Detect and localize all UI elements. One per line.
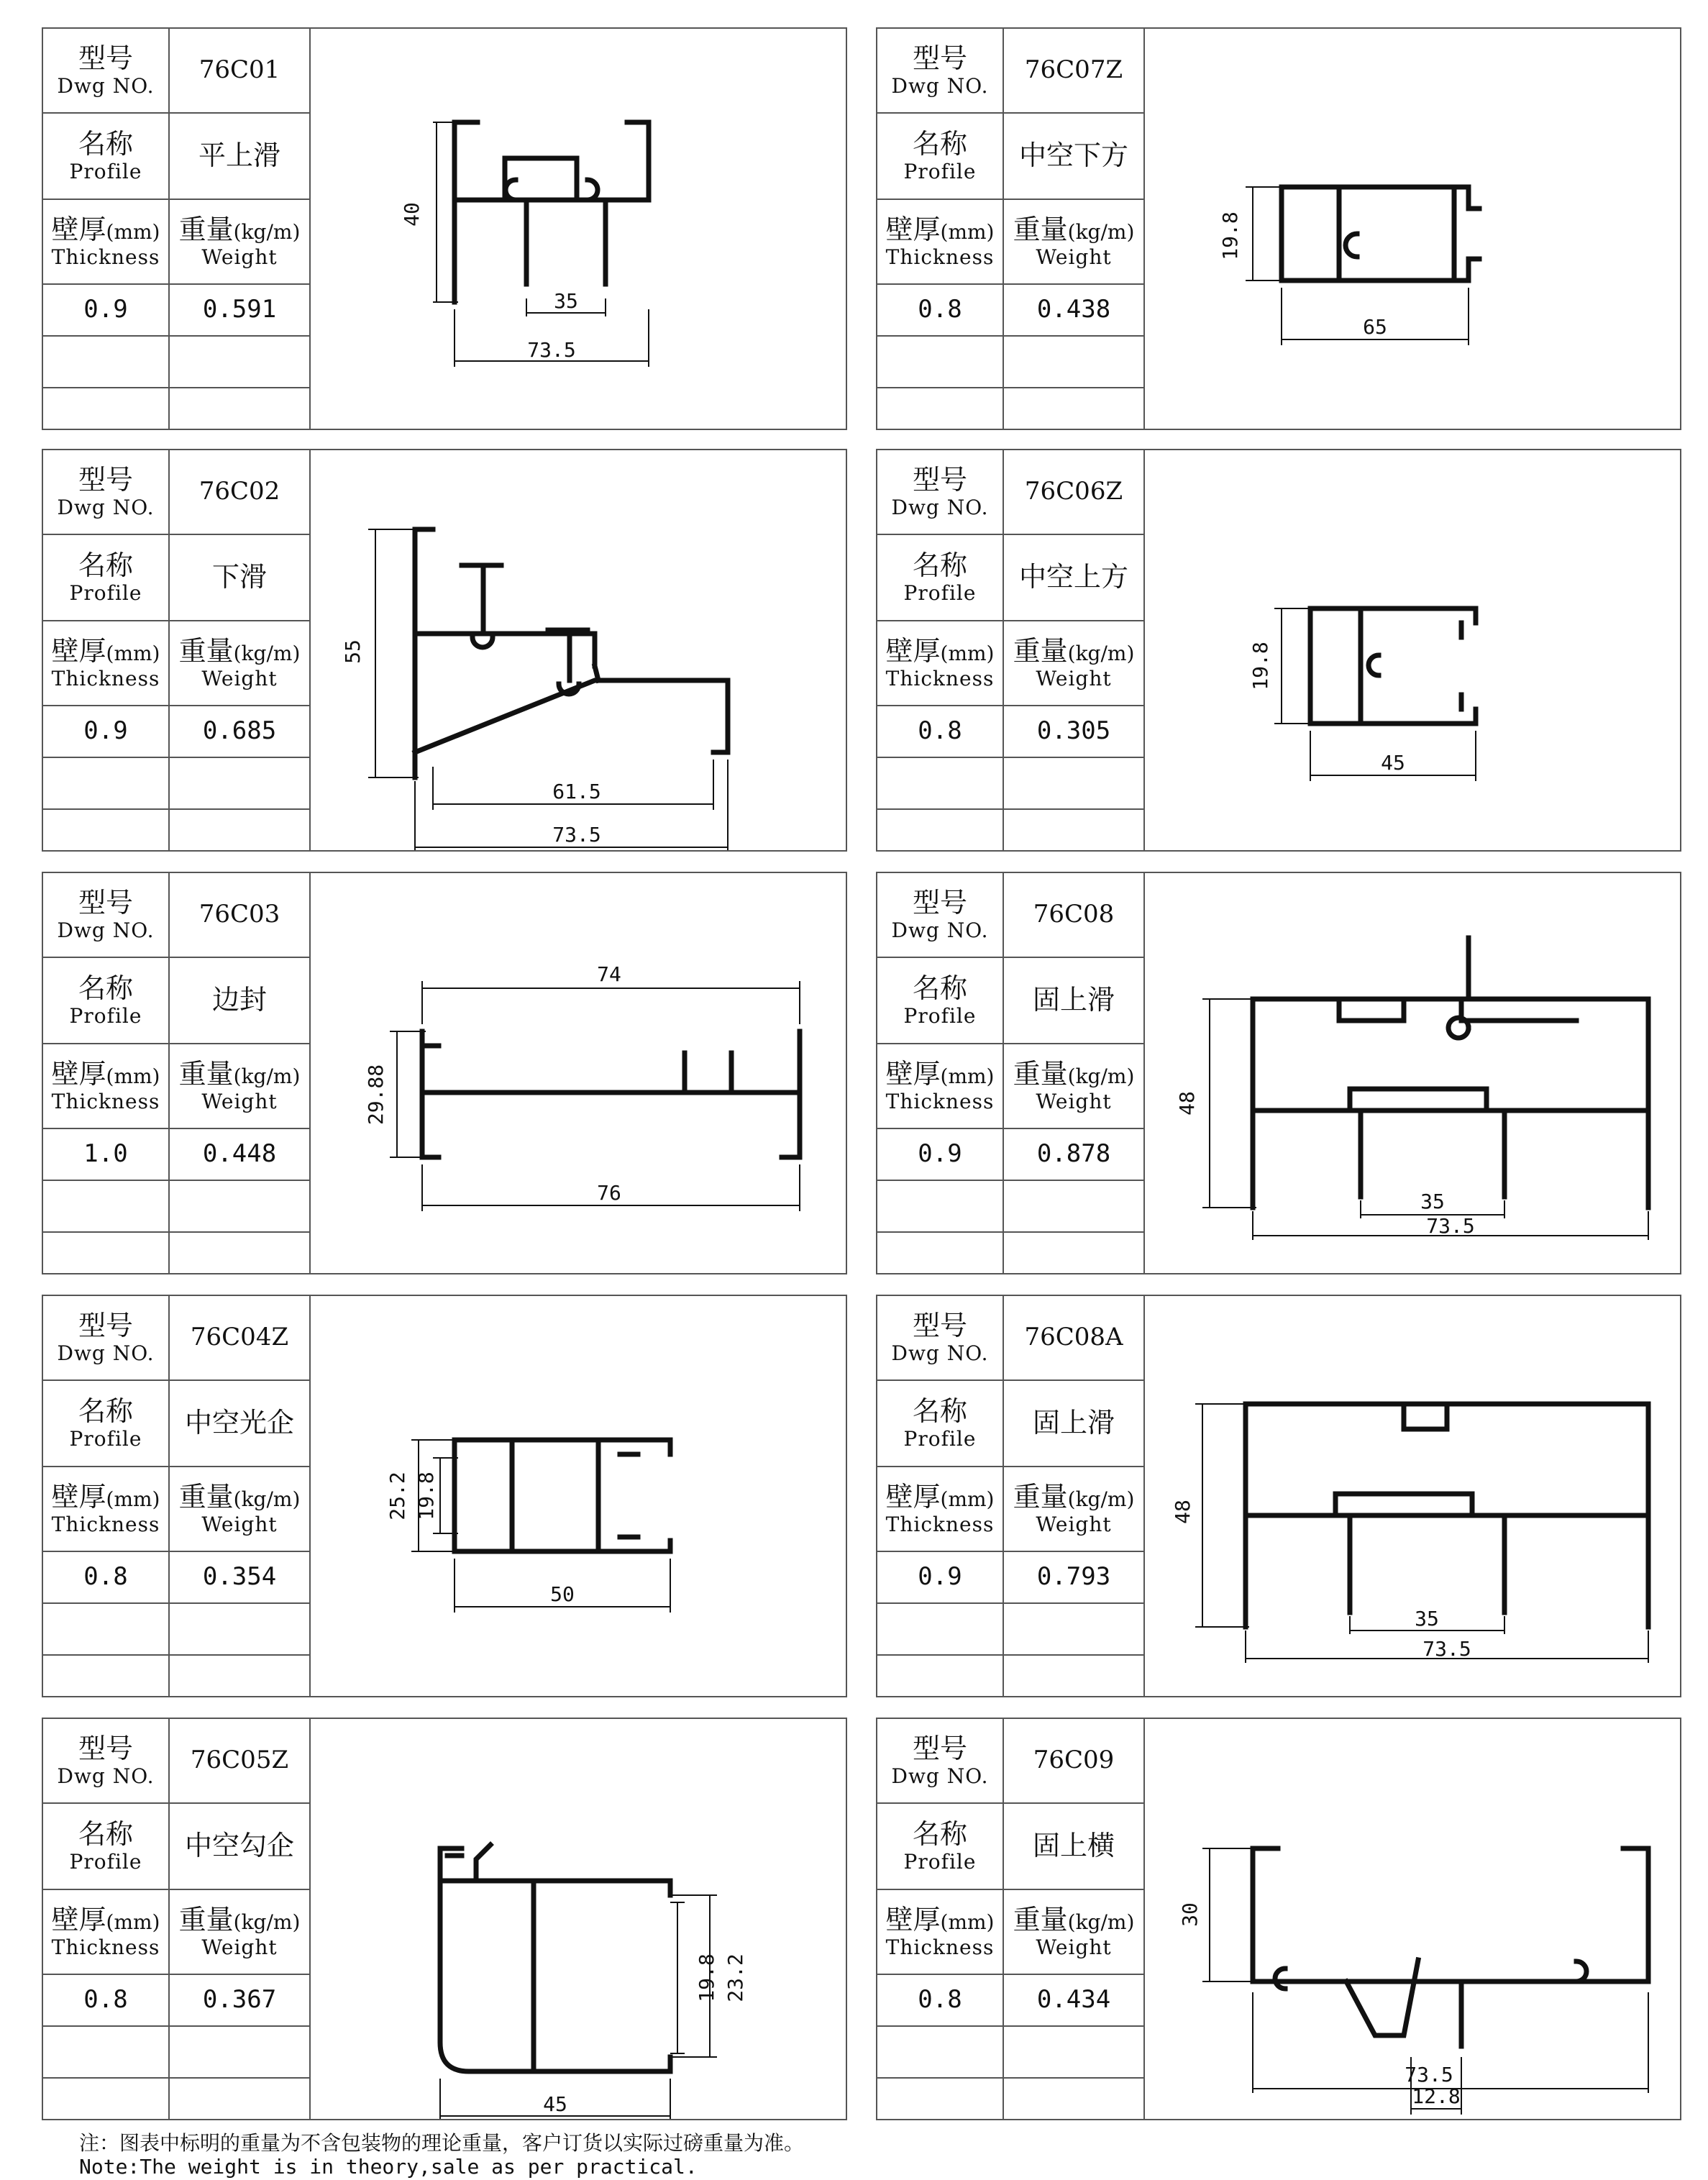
spec-table [877, 1296, 1145, 1696]
empty-cell [43, 2079, 170, 2120]
dim-inner-width: 35 [1415, 1607, 1439, 1631]
profile-card-76c01 [42, 27, 847, 430]
label-profile: 名称 Profile [877, 1804, 1004, 1890]
label-model: 型号 Dwg NO. [877, 450, 1004, 535]
empty-cell [170, 1656, 311, 1697]
empty-cell [1004, 810, 1145, 852]
empty-cell [170, 810, 311, 852]
empty-cell [1004, 337, 1145, 388]
label-model: 型号 Dwg NO. [43, 1296, 170, 1381]
empty-cell [43, 1181, 170, 1233]
label-profile: 名称 Profile [877, 1381, 1004, 1467]
label-profile: 名称 Profile [43, 535, 170, 621]
dim-height: 30 [1178, 1902, 1202, 1927]
label-thickness: 壁厚(mm) Thickness [877, 1467, 1004, 1552]
spec-table [43, 873, 311, 1273]
weight-value: 0.878 [1004, 1129, 1145, 1181]
dim-height: 48 [1171, 1500, 1195, 1524]
dim-height: 19.8 [1248, 642, 1272, 690]
label-weight: 重量(kg/m) Weight [1004, 200, 1145, 285]
model-code: 76C02 [170, 450, 311, 535]
label-model: 型号 Dwg NO. [43, 450, 170, 535]
weight-value: 0.685 [170, 706, 311, 758]
empty-cell [877, 1604, 1004, 1656]
dim-width: 73.5 [1405, 2063, 1453, 2086]
profile-drawing [311, 450, 846, 850]
thickness-value: 0.9 [43, 706, 170, 758]
profile-drawing [1145, 1296, 1680, 1696]
dim-height: 19.8 [1218, 211, 1242, 260]
label-profile: 名称 Profile [43, 114, 170, 200]
empty-cell [1004, 1656, 1145, 1697]
dim-inner-width: 35 [1420, 1190, 1445, 1213]
empty-cell [170, 337, 311, 388]
empty-cell [170, 1233, 311, 1274]
dim-height: 40 [400, 202, 424, 227]
empty-cell [170, 758, 311, 810]
profile-card-76c08a [876, 1295, 1681, 1697]
profile-drawing [1145, 873, 1680, 1273]
profile-drawing [311, 29, 846, 429]
empty-cell [43, 810, 170, 852]
dim-width: 73.5 [1422, 1637, 1471, 1661]
dim-outer-height: 23.2 [723, 1953, 747, 2002]
label-thickness: 壁厚(mm) Thickness [43, 1467, 170, 1552]
label-model: 型号 Dwg NO. [877, 873, 1004, 958]
dim-width: 73.5 [552, 823, 601, 847]
label-weight: 重量(kg/m) Weight [170, 1467, 311, 1552]
spec-table [43, 1296, 311, 1696]
dim-width: 45 [543, 2092, 567, 2116]
spec-table [43, 29, 311, 429]
thickness-value: 0.9 [43, 285, 170, 337]
spec-table [877, 1719, 1145, 2119]
label-weight: 重量(kg/m) Weight [1004, 1044, 1145, 1129]
model-code: 76C04Z [170, 1296, 311, 1381]
label-model: 型号 Dwg NO. [43, 29, 170, 114]
weight-value: 0.591 [170, 285, 311, 337]
label-thickness: 壁厚(mm) Thickness [877, 621, 1004, 706]
weight-value: 0.438 [1004, 285, 1145, 337]
profile-card-76c02 [42, 449, 847, 852]
weight-value: 0.793 [1004, 1552, 1145, 1604]
empty-cell [43, 758, 170, 810]
label-profile: 名称 Profile [877, 114, 1004, 200]
dim-width: 45 [1381, 751, 1405, 775]
thickness-value: 0.8 [43, 1975, 170, 2027]
spec-table [43, 1719, 311, 2119]
dim-width: 65 [1363, 315, 1387, 339]
profile-card-76c09 [876, 1718, 1681, 2120]
label-model: 型号 Dwg NO. [877, 1719, 1004, 1804]
label-thickness: 壁厚(mm) Thickness [43, 1890, 170, 1975]
dim-width: 50 [550, 1582, 575, 1606]
dim-inner-width: 35 [554, 289, 578, 313]
empty-cell [170, 1604, 311, 1656]
profile-drawing [1145, 450, 1680, 850]
dim-height: 55 [341, 639, 365, 664]
weight-value: 0.354 [170, 1552, 311, 1604]
profile-drawing [1145, 29, 1680, 429]
dim-inner-height: 19.8 [414, 1472, 438, 1520]
label-thickness: 壁厚(mm) Thickness [43, 200, 170, 285]
empty-cell [1004, 2027, 1145, 2079]
empty-cell [877, 1656, 1004, 1697]
dim-flange-width: 12.8 [1412, 2084, 1461, 2108]
note-chinese: 注：图表中标明的重量为不含包装物的理论重量，客户订货以实际过磅重量为准。 [79, 2131, 805, 2155]
label-weight: 重量(kg/m) Weight [1004, 1467, 1145, 1552]
profile-name: 中空光企 [170, 1381, 311, 1467]
profile-card-76c06z [876, 449, 1681, 852]
profile-card-76c07z [876, 27, 1681, 430]
profile-name: 下滑 [170, 535, 311, 621]
empty-cell [43, 2027, 170, 2079]
empty-cell [43, 1604, 170, 1656]
profile-name: 中空上方 [1004, 535, 1145, 621]
thickness-value: 0.8 [877, 1975, 1004, 2027]
weight-value: 0.367 [170, 1975, 311, 2027]
label-weight: 重量(kg/m) Weight [1004, 621, 1145, 706]
label-weight: 重量(kg/m) Weight [170, 1044, 311, 1129]
spec-table [877, 29, 1145, 429]
spec-table [877, 450, 1145, 850]
dim-top-width: 74 [597, 962, 621, 986]
dim-height: 48 [1175, 1091, 1199, 1116]
profile-name: 中空下方 [1004, 114, 1145, 200]
empty-cell [1004, 1233, 1145, 1274]
empty-cell [877, 758, 1004, 810]
empty-cell [170, 388, 311, 430]
profile-name: 平上滑 [170, 114, 311, 200]
empty-cell [877, 810, 1004, 852]
dim-outer-height: 25.2 [385, 1472, 409, 1520]
empty-cell [170, 2027, 311, 2079]
empty-cell [1004, 1181, 1145, 1233]
label-model: 型号 Dwg NO. [877, 29, 1004, 114]
profile-drawing [311, 1719, 846, 2119]
label-thickness: 壁厚(mm) Thickness [877, 200, 1004, 285]
label-model: 型号 Dwg NO. [43, 1719, 170, 1804]
model-code: 76C08A [1004, 1296, 1145, 1381]
profile-name: 中空勾企 [170, 1804, 311, 1890]
dim-width: 73.5 [1426, 1214, 1475, 1238]
dim-inner-width: 61.5 [552, 780, 601, 803]
thickness-value: 0.8 [877, 285, 1004, 337]
profile-name: 固上横 [1004, 1804, 1145, 1890]
empty-cell [1004, 388, 1145, 430]
empty-cell [170, 2079, 311, 2120]
model-code: 76C05Z [170, 1719, 311, 1804]
weight-value: 0.305 [1004, 706, 1145, 758]
empty-cell [43, 337, 170, 388]
empty-cell [877, 388, 1004, 430]
thickness-value: 0.9 [877, 1552, 1004, 1604]
profile-card-76c04z [42, 1295, 847, 1697]
model-code: 76C08 [1004, 873, 1145, 958]
profile-name: 固上滑 [1004, 958, 1145, 1044]
label-thickness: 壁厚(mm) Thickness [877, 1890, 1004, 1975]
model-code: 76C06Z [1004, 450, 1145, 535]
empty-cell [877, 1233, 1004, 1274]
profile-card-76c05z [42, 1718, 847, 2120]
profile-drawing [311, 1296, 846, 1696]
profile-name: 固上滑 [1004, 1381, 1145, 1467]
spec-table [43, 450, 311, 850]
profile-card-76c08 [876, 872, 1681, 1274]
label-model: 型号 Dwg NO. [877, 1296, 1004, 1381]
dim-width: 76 [597, 1181, 621, 1205]
empty-cell [43, 1233, 170, 1274]
label-profile: 名称 Profile [43, 958, 170, 1044]
label-weight: 重量(kg/m) Weight [1004, 1890, 1145, 1975]
label-profile: 名称 Profile [877, 958, 1004, 1044]
empty-cell [43, 1656, 170, 1697]
label-weight: 重量(kg/m) Weight [170, 621, 311, 706]
thickness-value: 0.8 [877, 706, 1004, 758]
profile-drawing [311, 873, 846, 1273]
empty-cell [877, 1181, 1004, 1233]
thickness-value: 0.9 [877, 1129, 1004, 1181]
weight-value: 0.434 [1004, 1975, 1145, 2027]
empty-cell [1004, 758, 1145, 810]
empty-cell [43, 388, 170, 430]
note-english: Note:The weight is in theory,sale as per practical. [79, 2155, 698, 2179]
empty-cell [170, 1181, 311, 1233]
empty-cell [1004, 2079, 1145, 2120]
dim-inner-height: 19.8 [695, 1953, 718, 2002]
label-thickness: 壁厚(mm) Thickness [43, 1044, 170, 1129]
weight-value: 0.448 [170, 1129, 311, 1181]
model-code: 76C09 [1004, 1719, 1145, 1804]
model-code: 76C01 [170, 29, 311, 114]
thickness-value: 0.8 [43, 1552, 170, 1604]
thickness-value: 1.0 [43, 1129, 170, 1181]
label-profile: 名称 Profile [43, 1804, 170, 1890]
label-thickness: 壁厚(mm) Thickness [877, 1044, 1004, 1129]
label-thickness: 壁厚(mm) Thickness [43, 621, 170, 706]
dim-height: 29.88 [364, 1064, 388, 1126]
spec-table [877, 873, 1145, 1273]
label-weight: 重量(kg/m) Weight [170, 200, 311, 285]
profile-name: 边封 [170, 958, 311, 1044]
label-model: 型号 Dwg NO. [43, 873, 170, 958]
dim-width: 73.5 [527, 338, 576, 362]
label-profile: 名称 Profile [877, 535, 1004, 621]
profile-card-76c03 [42, 872, 847, 1274]
empty-cell [877, 2079, 1004, 2120]
empty-cell [877, 2027, 1004, 2079]
label-profile: 名称 Profile [43, 1381, 170, 1467]
model-code: 76C03 [170, 873, 311, 958]
empty-cell [877, 337, 1004, 388]
model-code: 76C07Z [1004, 29, 1145, 114]
empty-cell [1004, 1604, 1145, 1656]
label-weight: 重量(kg/m) Weight [170, 1890, 311, 1975]
profile-drawing [1145, 1719, 1680, 2119]
